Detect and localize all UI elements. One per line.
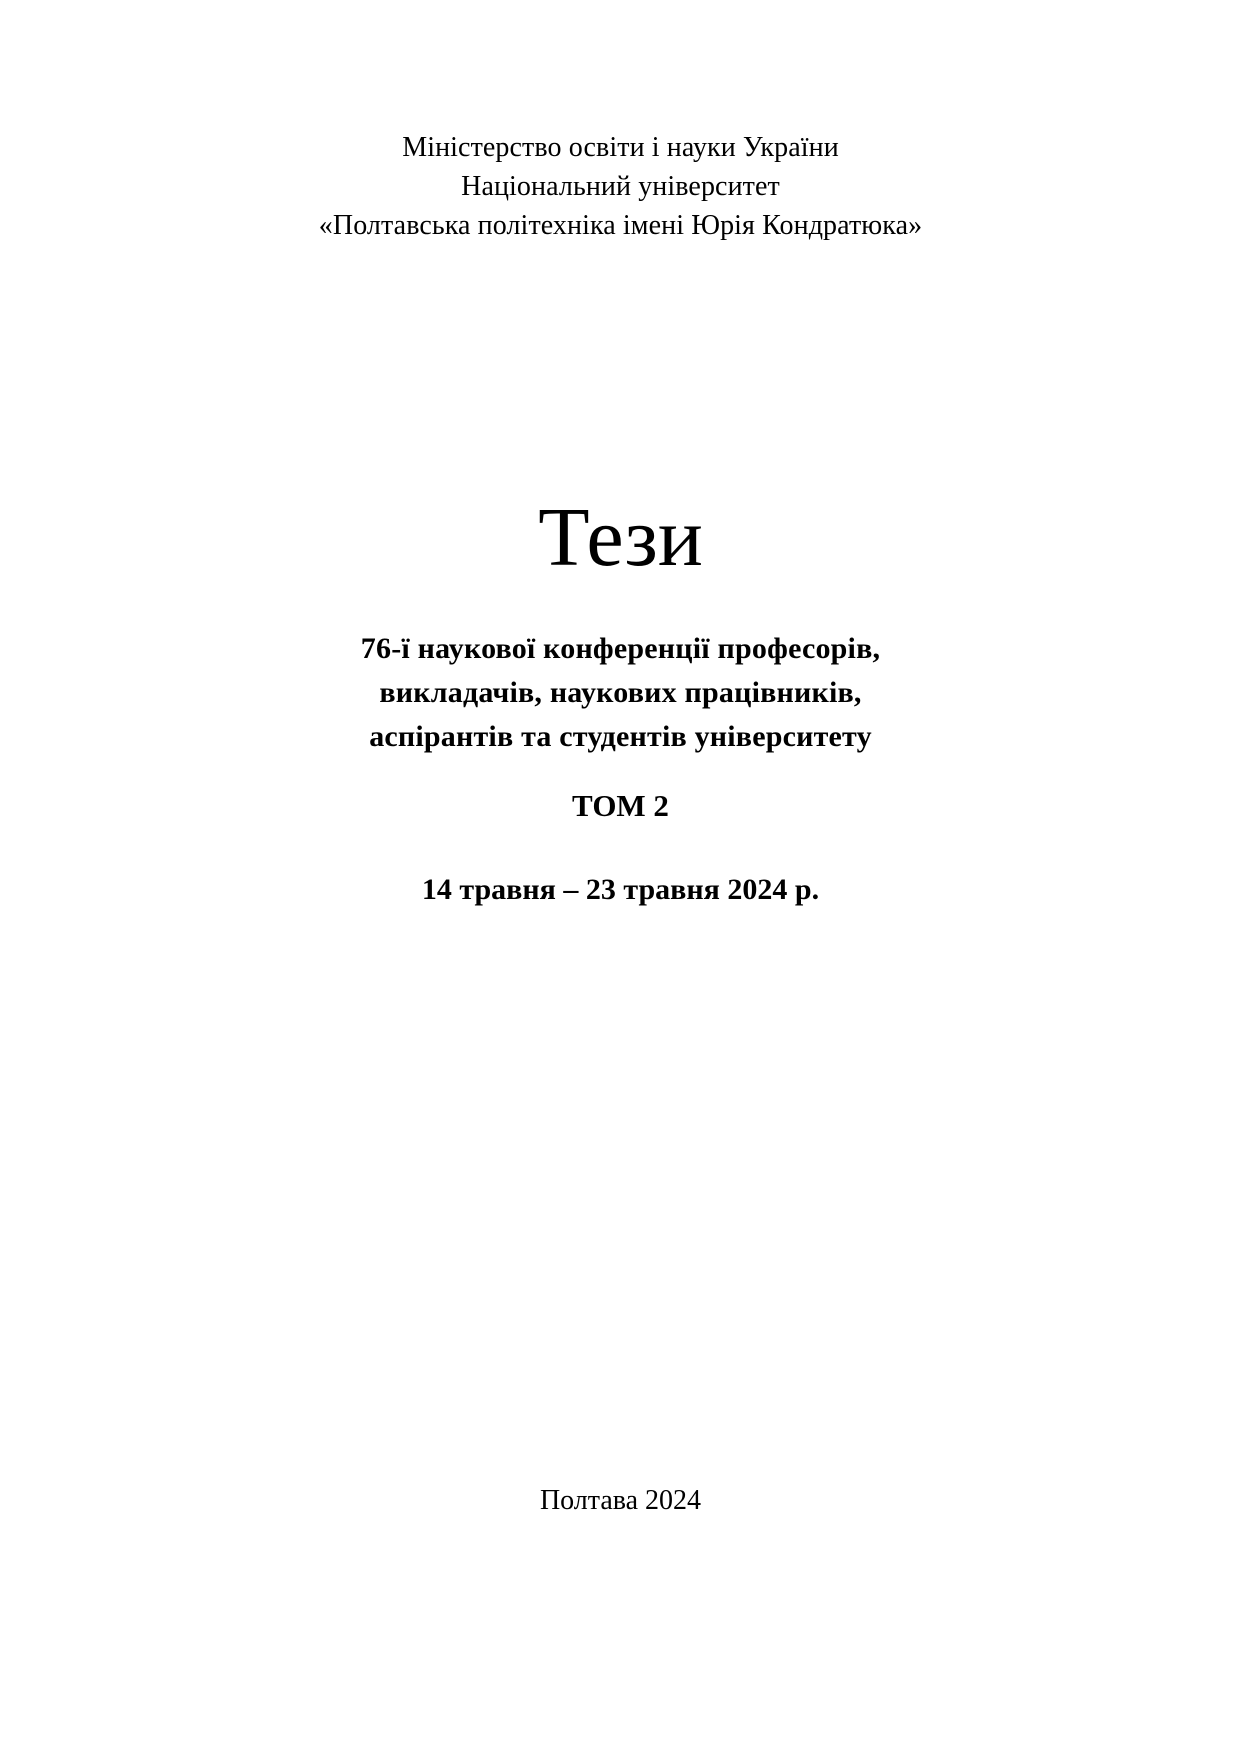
conference-dates: 14 травня – 23 травня 2024 р. <box>421 873 820 906</box>
document-header <box>0 128 1241 245</box>
volume-label: ТОМ 2 <box>572 788 669 823</box>
subtitle-line-1: 76-ї наукової конференції професорів, <box>360 632 881 665</box>
header-line-university: Національний університет <box>461 171 780 202</box>
document-subtitle <box>0 627 1241 759</box>
subtitle-line-2: викладачів, наукових працівників, <box>379 676 862 709</box>
page-title: Тези <box>538 491 703 584</box>
publication-place-year: Полтава 2024 <box>539 1485 702 1516</box>
header-line-university-name: «Полтавська політехніка імені Юрія Кондратюка» <box>318 210 923 241</box>
subtitle-line-3: аспірантів та студентів університету <box>369 720 872 753</box>
header-line-ministry: Міністерство освіти і науки України <box>402 132 839 163</box>
